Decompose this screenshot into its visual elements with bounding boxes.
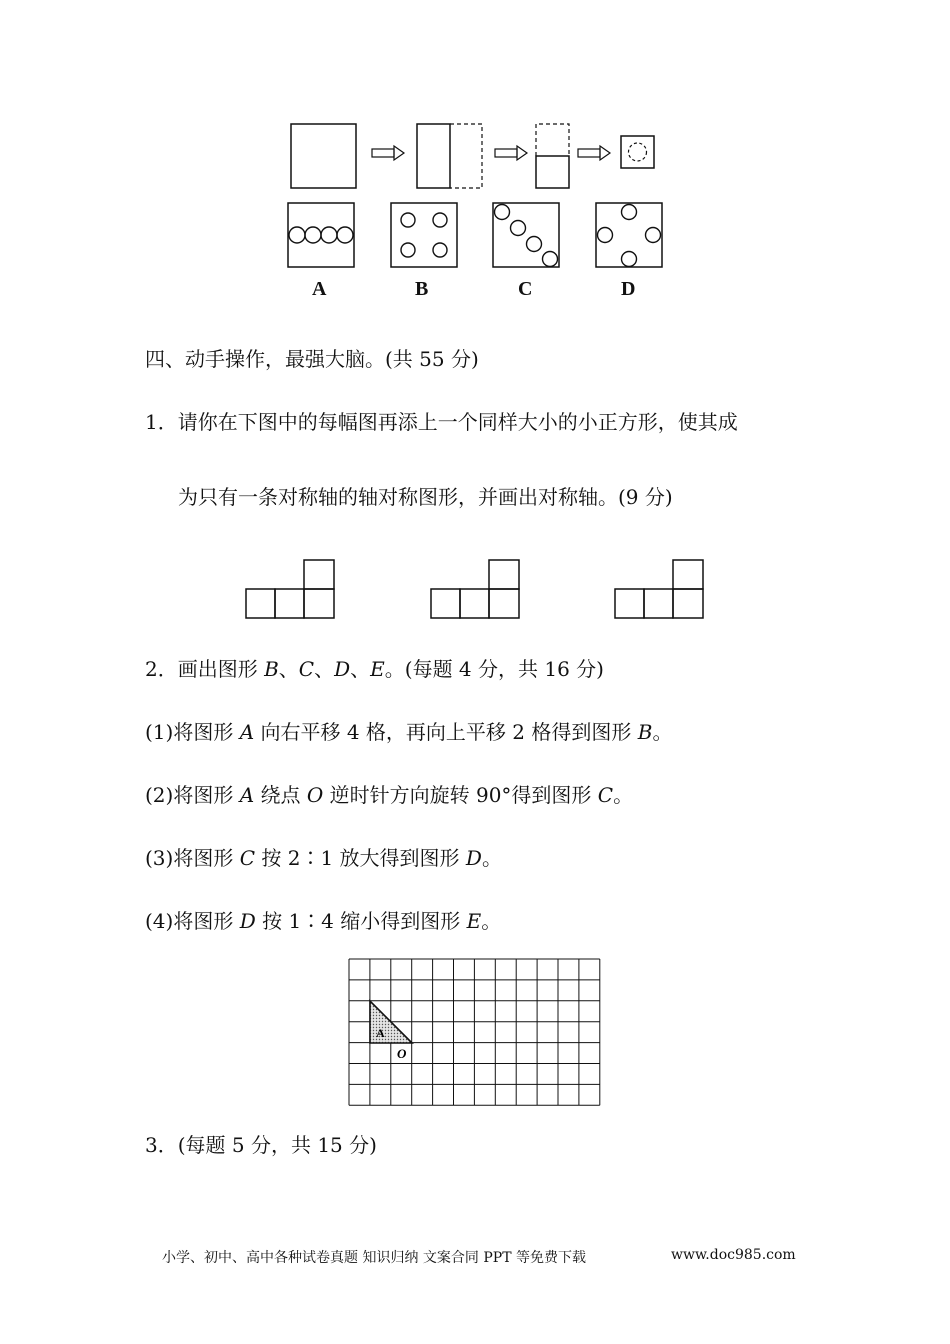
q2-step-2: (2)将图形 A 绕点 O 逆时针方向旋转 90°得到图形 C。 bbox=[145, 783, 634, 807]
footer-left-text: 小学、初中、高中各种试卷真题 知识归纳 文案合同 PPT 等免费下载 bbox=[162, 1250, 586, 1266]
q2-title: 2．画出图形 B、C、D、E。(每题 4 分，共 16 分) bbox=[145, 657, 604, 681]
option-c-label: C bbox=[518, 278, 533, 300]
q2-step-4: (4)将图形 D 按 1∶4 缩小得到图形 E。 bbox=[145, 909, 502, 933]
q1-text-line-1: 1．请你在下图中的每幅图再添上一个同样大小的小正方形，使其成 bbox=[145, 410, 738, 434]
option-a-label: A bbox=[312, 278, 327, 300]
option-b-label: B bbox=[415, 278, 429, 300]
figure-a-label: A bbox=[376, 1026, 385, 1040]
q3-title: 3．(每题 5 分，共 15 分) bbox=[145, 1133, 377, 1157]
q1-text-line-2: 为只有一条对称轴的轴对称图形，并画出对称轴。(9 分) bbox=[178, 485, 673, 509]
q2-step-1: (1)将图形 A 向右平移 4 格，再向上平移 2 格得到图形 B。 bbox=[145, 720, 673, 744]
point-o-label: O bbox=[397, 1046, 407, 1061]
section-4-heading: 四、动手操作，最强大脑。(共 55 分) bbox=[145, 347, 479, 371]
footer-url-link[interactable]: www.doc985.com bbox=[671, 1247, 796, 1263]
option-d-label: D bbox=[621, 278, 636, 300]
q2-step-3: (3)将图形 C 按 2∶1 放大得到图形 D。 bbox=[145, 846, 502, 870]
